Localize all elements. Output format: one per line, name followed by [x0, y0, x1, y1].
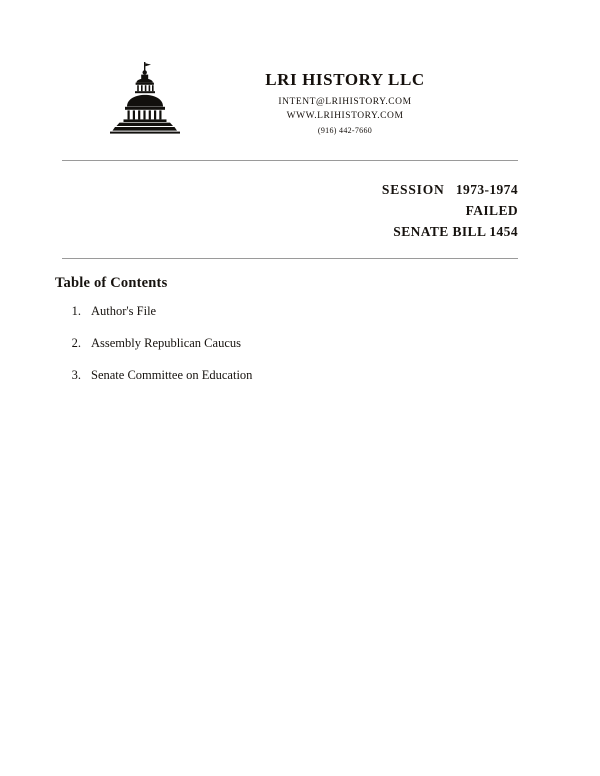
- contact-email: INTENT@LRIHISTORY.COM: [278, 97, 412, 107]
- divider-top: [62, 160, 518, 161]
- list-item-label: Assembly Republican Caucus: [91, 336, 241, 350]
- list-item-label: Senate Committee on Education: [91, 368, 253, 382]
- letterhead-text-block: [195, 56, 495, 135]
- bill-number: SENATE BILL 1454: [393, 224, 518, 239]
- list-item[interactable]: [55, 303, 515, 319]
- list-item-number: 3.: [71, 368, 81, 382]
- session-info: [62, 180, 518, 243]
- list-item-number: 2.: [71, 336, 81, 350]
- contact-phone: (916) 442-7660: [317, 126, 373, 135]
- list-item[interactable]: [55, 335, 515, 351]
- letterhead: [0, 56, 600, 138]
- session-label: SESSION: [381, 182, 445, 197]
- capitol-dome-logo-icon: [105, 60, 191, 138]
- divider-bottom: [62, 258, 518, 259]
- table-of-contents-title: Table of Contents: [55, 275, 168, 291]
- table-of-contents-list: [55, 303, 515, 399]
- list-item[interactable]: [55, 367, 515, 383]
- organization-name: LRI HISTORY LLC: [265, 70, 425, 89]
- session-line: [62, 180, 518, 199]
- contact-website: WWW.LRIHISTORY.COM: [286, 111, 404, 121]
- list-item-number: 1.: [71, 304, 81, 318]
- list-item-label: Author's File: [91, 304, 157, 318]
- session-years: 1973-1974: [455, 182, 518, 197]
- bill-status: FAILED: [465, 203, 518, 218]
